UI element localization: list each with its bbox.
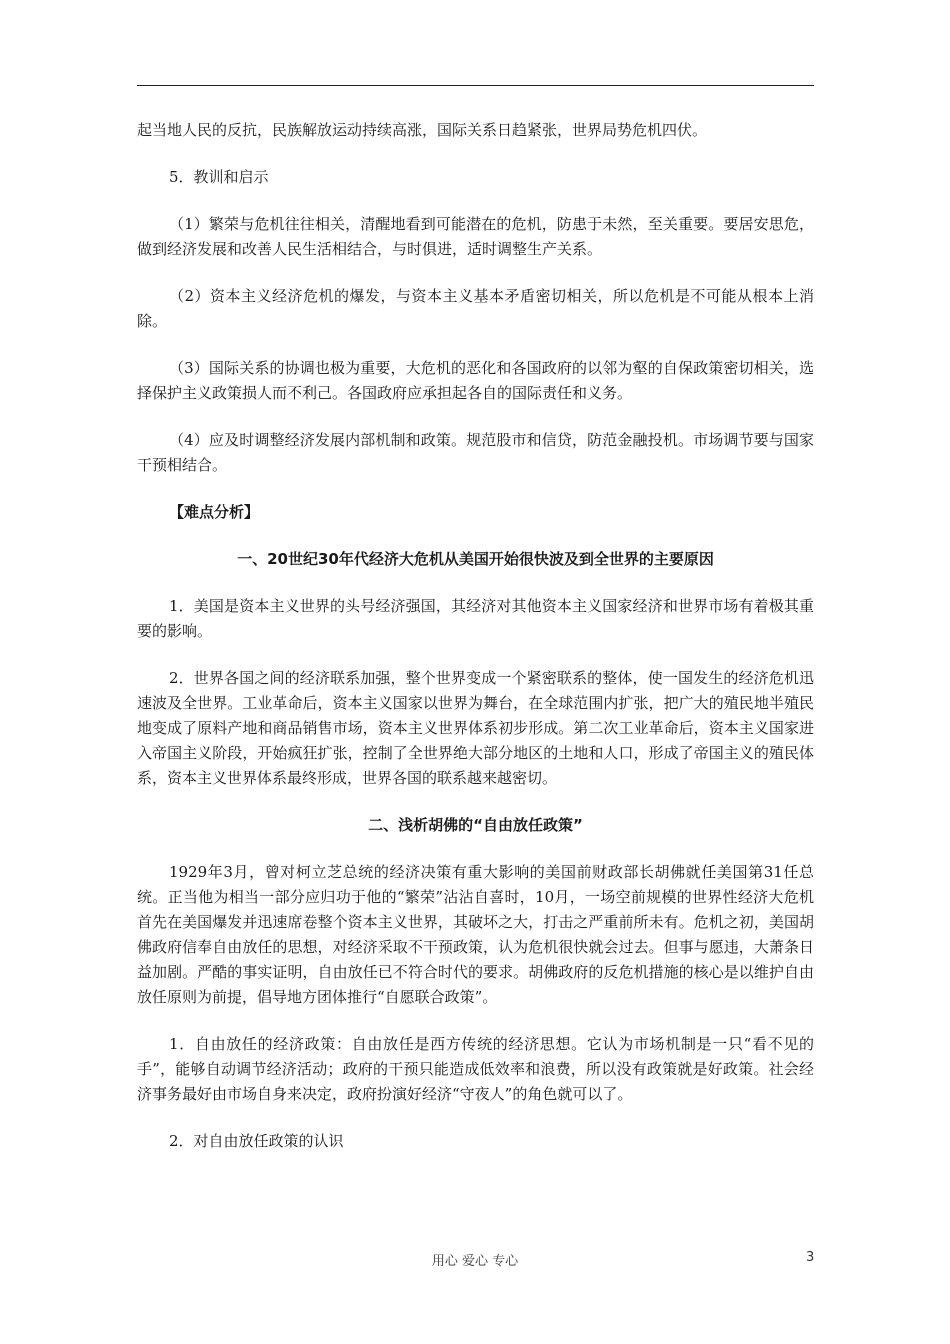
document-body: [137, 118, 814, 1154]
lesson-4: （4）应及时调整经济发展内部机制和政策。规范股市和信贷，防范金融投机。市场调节要与国家干预相结合。: [137, 431, 814, 474]
paragraph-continuation: 起当地人民的反抗，民族解放运动持续高涨，国际关系日趋紧张，世界局势危机四伏。: [137, 121, 708, 139]
lesson-3: （3）国际关系的协调也极为重要，大危机的恶化和各国政府的以邻为壑的自保政策密切相关，选择保护主义政策损人而不利己。各国政府应承担起各自的国际责任和义务。: [137, 359, 814, 402]
section-5-title: 5．教训和启示: [169, 168, 269, 186]
heading-part-2: 二、浅析胡佛的“自由放任政策”: [368, 816, 583, 834]
heading-part-1: 一、20世纪30年代经济大危机从美国开始很快波及到全世界的主要原因: [237, 550, 714, 568]
reason-2: 2．世界各国之间的经济联系加强，整个世界变成一个紧密联系的整体，使一国发生的经济危机迅速波及全世界。工业革命后，资本主义国家以世界为舞台，在全球范围内扩张，把广大的殖民地半殖民地变成了原料产地和商品销售市场，资本主义世界体系初步形成。第二次工业革命后，资本主义国家进入帝国主义阶段，开始疯狂扩张，控制了全世界绝大部分地区的土地和人口，形成了帝国主义的殖民体系，资本主义世界体系最终形成，世界各国的联系越来越密切。: [137, 669, 814, 787]
laissez-faire-1: 1．自由放任的经济政策：自由放任是西方传统的经济思想。它认为市场机制是一只“看不见的手”，能够自动调节经济活动；政府的干预只能造成低效率和浪费，所以没有政策就是好政策。社会经济事务最好由市场自身来决定，政府扮演好经济“守夜人”的角色就可以了。: [137, 1035, 814, 1103]
hoover-paragraph: 1929年3月，曾对柯立芝总统的经济决策有重大影响的美国前财政部长胡佛就任美国第31任总统。正当他为相当一部分应归功于他的“繁荣”沾沾自喜时，10月，一场空前规模的世界性经济大危机首先在美国爆发并迅速席卷整个资本主义世界，其破坏之大，打击之严重前所未有。危机之初，美国胡佛政府信奉自由放任的思想，对经济采取不干预政策，认为危机很快就会过去。但事与愿违，大萧条日益加剧。严酷的事实证明，自由放任已不符合时代的要求。胡佛政府的反危机措施的核心是以维护自由放任原则为前提，倡导地方团体推行“自愿联合政策”。: [137, 863, 814, 1006]
footer-slogan: 用心 爱心 专心: [431, 1254, 519, 1269]
lesson-1: （1）繁荣与危机往往相关，清醒地看到可能潜在的危机，防患于未然，至关重要。要居安思危，做到经济发展和改善人民生活相结合，与时俱进，适时调整生产关系。: [137, 215, 814, 258]
lesson-2: （2）资本主义经济危机的爆发，与资本主义基本矛盾密切相关，所以危机是不可能从根本上消除。: [137, 287, 814, 330]
page-number: 3: [806, 1250, 815, 1265]
laissez-faire-2: 2．对自由放任政策的认识: [169, 1132, 344, 1150]
reason-1: 1．美国是资本主义世界的头号经济强国，其经济对其他资本主义国家经济和世界市场有着极其重要的影响。: [137, 597, 814, 640]
difficulty-analysis-heading: 【难点分析】: [169, 503, 260, 521]
header-rule: [137, 85, 814, 86]
